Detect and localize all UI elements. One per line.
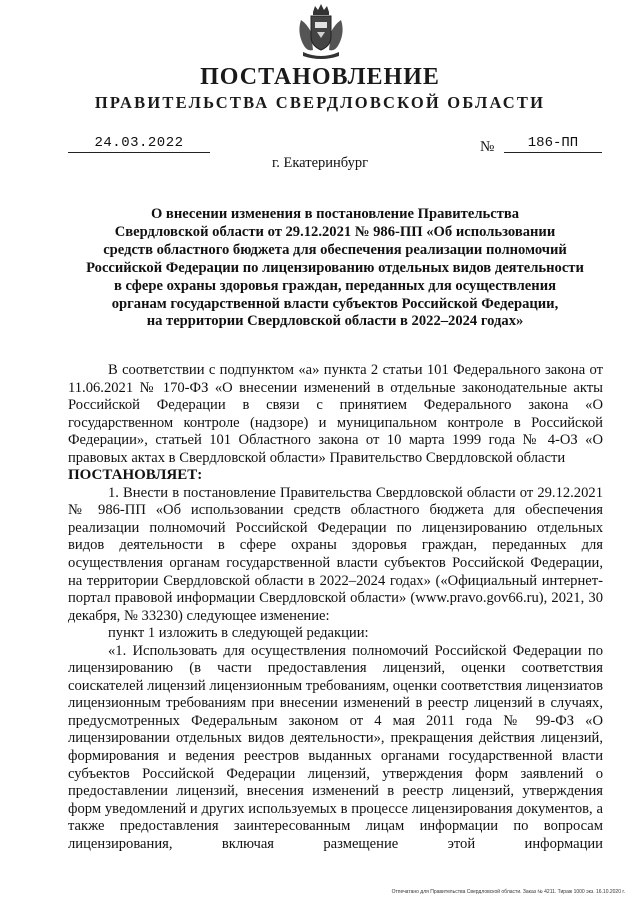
document-type-title: ПОСТАНОВЛЕНИЕ	[200, 64, 440, 90]
heading-line: Свердловской области от 29.12.2021 № 986-ПП «Об использовании	[114, 223, 556, 240]
heading-line: в сфере охраны здоровья граждан, переданных для осуществления	[113, 277, 556, 294]
print-footer-note: Отпечатано для Правительства Свердловской области. Заказ № 4211. Тираж 1000 экз. 16.10.2020 г.	[391, 889, 625, 895]
document-date: 24.03.2022	[68, 135, 210, 153]
heading-line: О внесении изменения в постановление Правительства	[150, 206, 520, 222]
date-number-row	[0, 135, 640, 157]
document-number: 186-ПП	[504, 135, 602, 153]
number-sign: №	[480, 139, 495, 155]
item-1-sub-paragraph: пункт 1 изложить в следующей редакции:	[108, 625, 369, 642]
heading-line: средств областного бюджета для обеспечения реализации полномочий	[103, 241, 567, 258]
coat-of-arms-icon	[295, 2, 347, 62]
heading-line: органам государственной власти субъектов Российской Федерации,	[111, 295, 559, 312]
city-line: г. Екатеринбург	[271, 155, 369, 171]
heading-line: Российской Федерации по лицензированию отдельных видов деятельности	[86, 259, 584, 276]
quoted-item-paragraph: «1. Использовать для осуществления полномочий Российской Федерации по лицензированию (в части предоставления лицензий, оценки соответствия соискателей лицензий лицензионным требованиям, оценки соответствия лицензиатов лицензионным требованиям при внесении изменений в реестр лицензий в случаях, предусмотренных Федеральным законом от 4 мая 2011 года № 99-ФЗ «О лицензировании отдельных видов деятельности», прекращения действия лицензий, формирования и ведения реестров выданных органами государственной власти субъектов Российской Федерации лицензий, утверждения форм заявлений о предоставлении лицензий, внесения изменений в реестр лицензий, утверждения форм уведомлений и других используемых в процессе лицензирования документов, а также предоставления заинтересованным лицам информации по вопросам лицензирования, включая размещение этой информации	[68, 642, 603, 852]
decree-word: ПОСТАНОВЛЯЕТ:	[68, 467, 203, 484]
item-1-paragraph: 1. Внести в постановление Правительства Свердловской области от 29.12.2021 № 986-ПП «Об использовании средств областного бюджета для обеспечения реализации полномочий Российской Федерации по лицензированию отдельных видов деятельности в сфере охраны здоровья граждан, переданных для осуществления органам государственной власти субъектов Российской Федерации, на территории Свердловской области в 2022–2024 годах» («Официальный интернет-портал правовой информации Свердловской области» (www.pravo.gov66.ru), 2021, 30 декабря, № 33230) следующее изменение:	[68, 484, 603, 624]
issuing-authority: ПРАВИТЕЛЬСТВА СВЕРДЛОВСКОЙ ОБЛАСТИ	[94, 93, 546, 112]
heading-line: на территории Свердловской области в 2022–2024 годах»	[146, 313, 524, 330]
preamble-paragraph: В соответствии с подпунктом «а» пункта 2 статьи 101 Федерального закона от 11.06.2021 № 170-ФЗ «О внесении изменений в отдельные законодательные акты Российской Федерации в связи с принятием Федерального закона «О государственном контроле (надзоре) и муниципальном контроле в Российской Федерации», статьей 101 Областного закона от 10 марта 1999 года № 4-ОЗ «О правовых актах в Свердловской области» Правительство Свердловской области	[68, 362, 603, 466]
document-heading	[62, 206, 608, 331]
document-body	[68, 362, 603, 853]
